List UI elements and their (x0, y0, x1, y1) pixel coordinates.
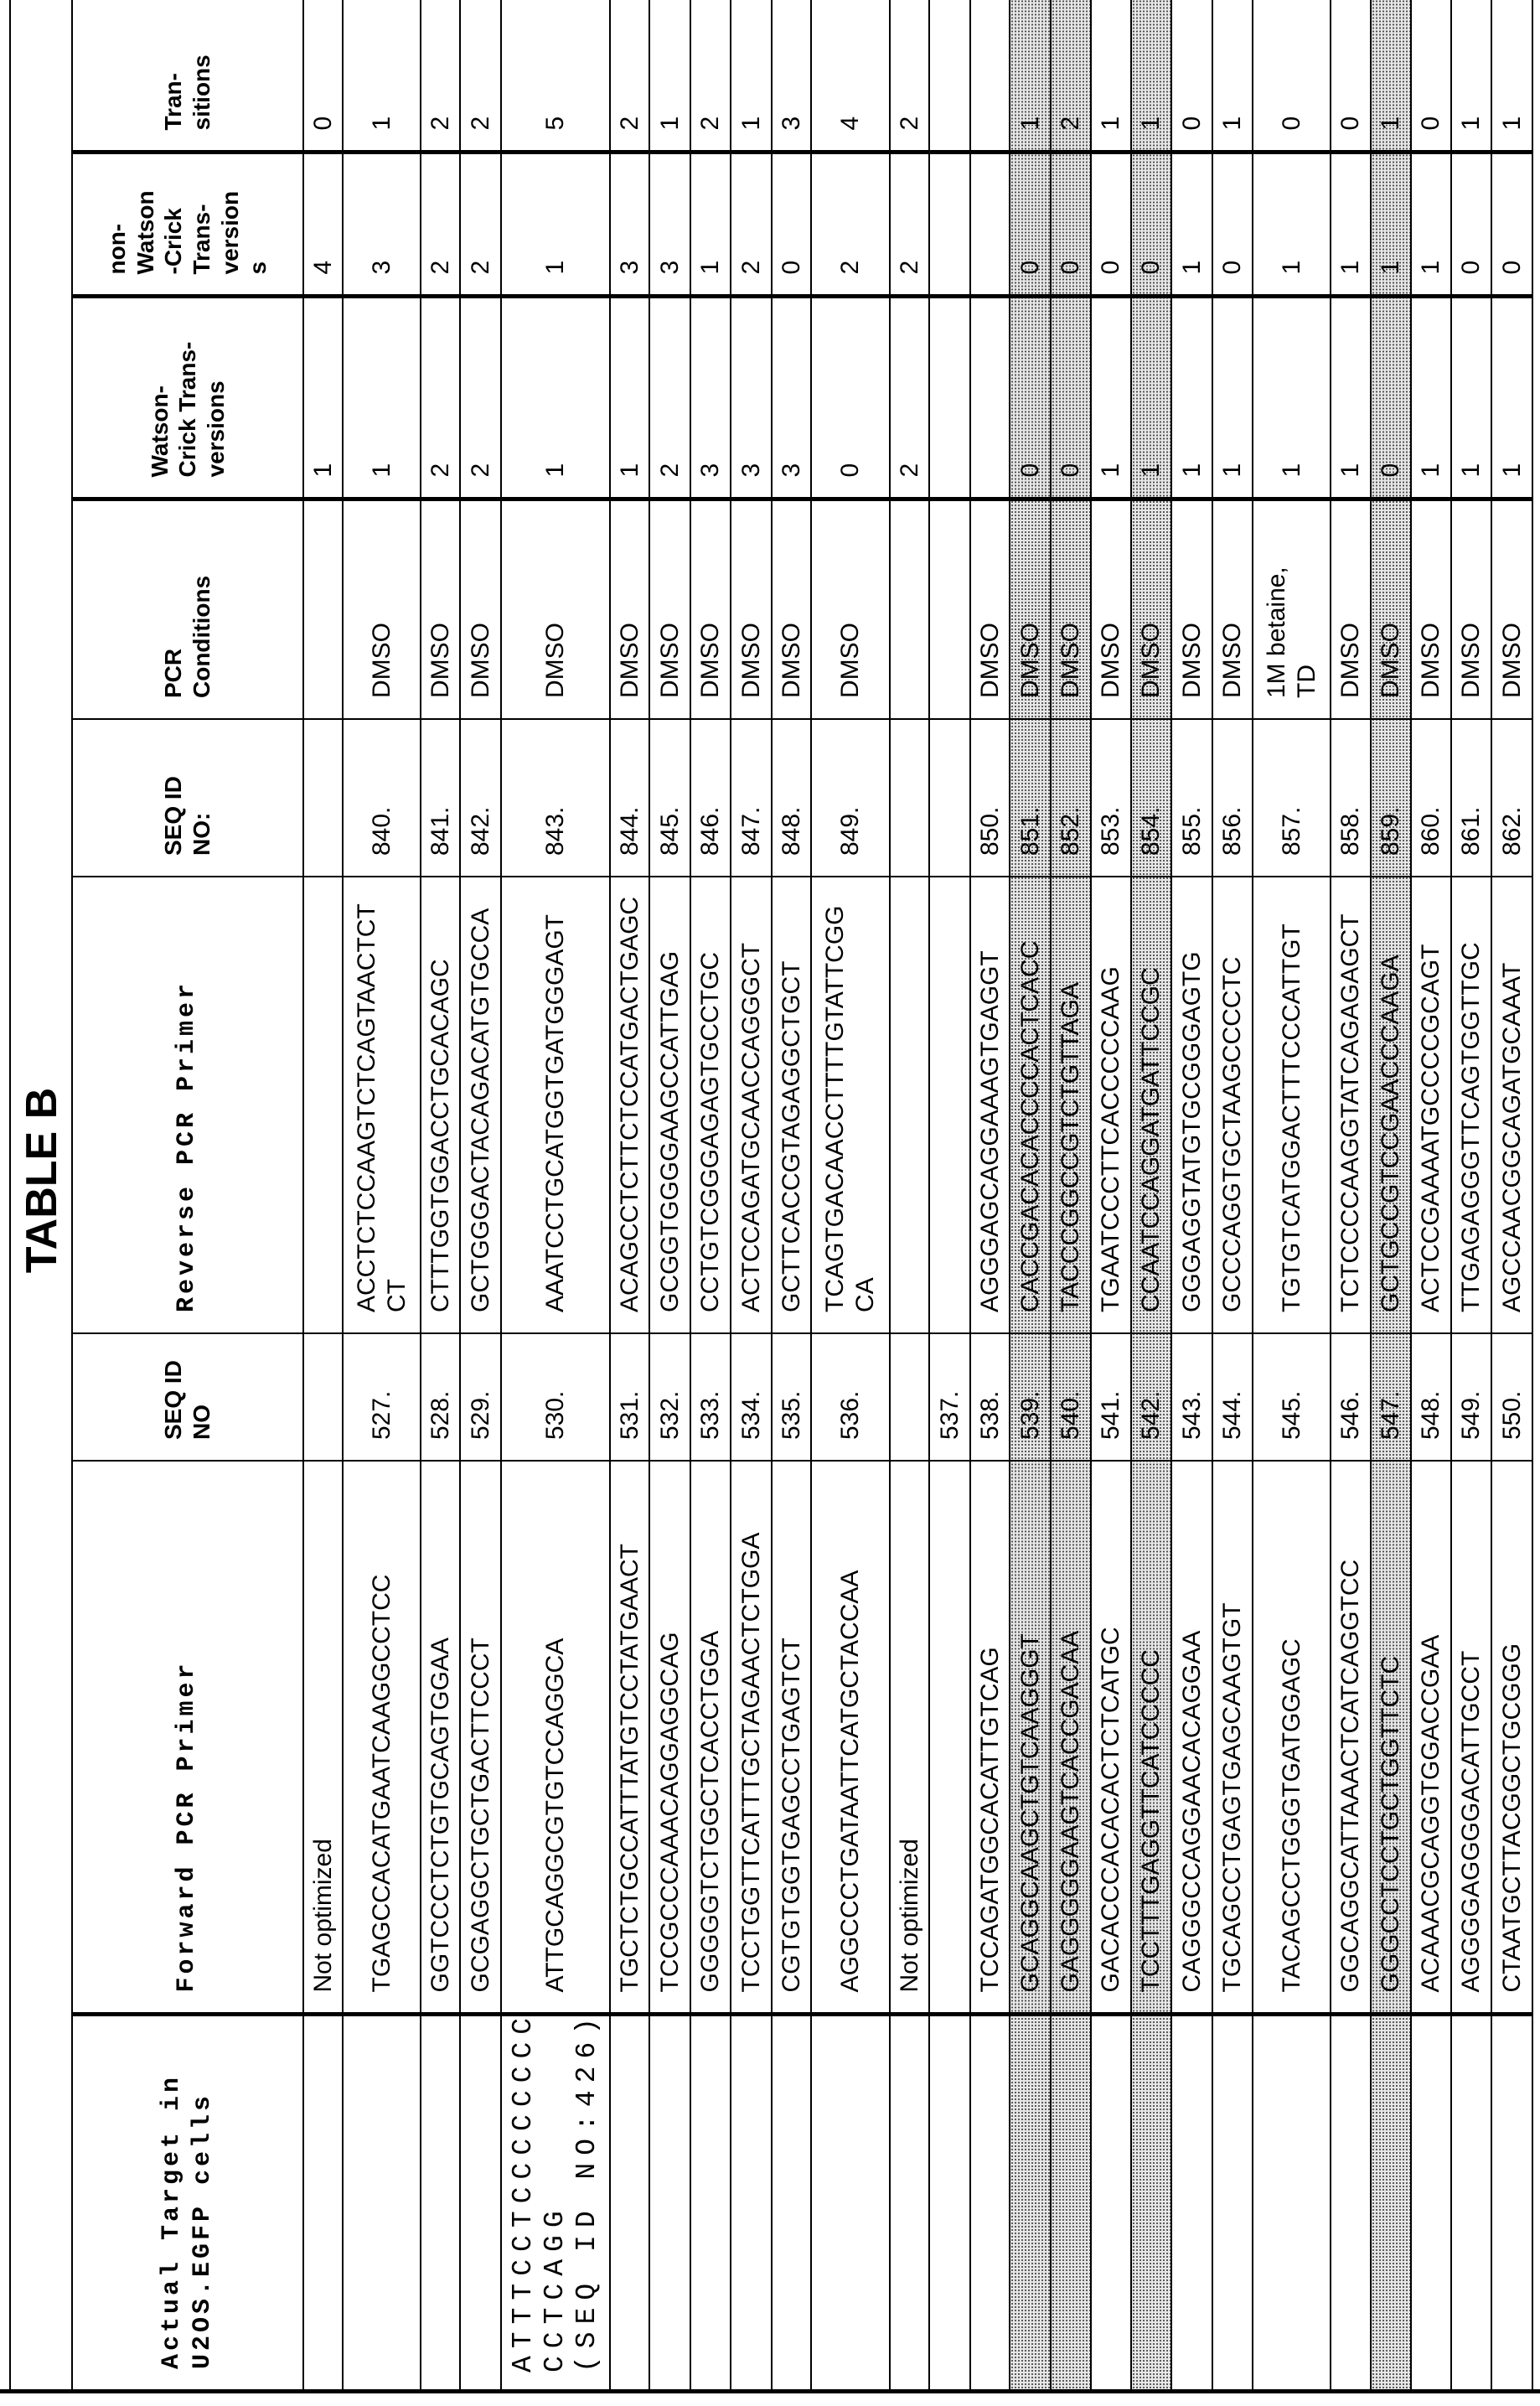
wc-transversions-cell: 3 (772, 297, 811, 499)
header-forward-seq-id: SEQ ID NO (72, 1333, 303, 1461)
nonwc-transversions-cell: 2 (460, 153, 501, 297)
forward-seq-id-cell: 545. (1253, 1333, 1331, 1461)
reverse-seq-id-cell: 857. (1253, 719, 1331, 877)
header-nonwc-transversions: non- Watson -Crick Trans- version s (72, 153, 303, 297)
pcr-conditions-cell: DMSO (1411, 499, 1451, 719)
pcr-conditions-cell: DMSO (421, 499, 460, 719)
reverse-primer-cell: GCTTCACCGTAGAGGCTGCT (772, 877, 811, 1333)
forward-seq-id-cell: 541. (1091, 1333, 1131, 1461)
reverse-seq-id-cell: 852. (1051, 719, 1091, 877)
reverse-seq-id-cell: 844. (610, 719, 649, 877)
wc-transversions-cell: 2 (890, 297, 929, 499)
reverse-primer-cell: ACTCCGAAAATGCCCCGCAGT (1411, 877, 1451, 1333)
actual-target-cell (1171, 2015, 1212, 2390)
actual-target-cell (1051, 2015, 1091, 2390)
nonwc-transversions-cell: 1 (1331, 153, 1371, 297)
reverse-seq-id-cell: 849. (811, 719, 890, 877)
forward-primer-cell: TGAGCCACATGAATCAAGGCCTCC (343, 1461, 421, 2015)
transitions-cell: 1 (1491, 0, 1532, 153)
table-row (501, 0, 610, 2390)
wc-transversions-cell: 3 (690, 297, 731, 499)
table-row (811, 0, 890, 2390)
forward-primer-cell: TCCAGATGGCACATTGTCAG (970, 1461, 1010, 2015)
nonwc-transversions-cell: 2 (731, 153, 772, 297)
header-reverse-primer: Reverse PCR Primer (72, 877, 303, 1333)
reverse-seq-id-cell (890, 719, 929, 877)
actual-target-cell (731, 2015, 772, 2390)
nonwc-transversions-cell: 0 (1091, 153, 1131, 297)
actual-target-cell (811, 2015, 890, 2390)
forward-primer-cell: TCCTTTGAGGTTCATCCCCC (1131, 1461, 1171, 2015)
forward-primer-cell: TCCTGGTTCATTTGCTAGAACTCTGGA (731, 1461, 772, 2015)
nonwc-transversions-cell: 2 (890, 153, 929, 297)
forward-primer-cell: Not optimized (303, 1461, 343, 2015)
transitions-cell: 0 (1171, 0, 1212, 153)
nonwc-transversions-cell: 2 (421, 153, 460, 297)
nonwc-transversions-cell: 1 (1411, 153, 1451, 297)
table-row (1491, 0, 1532, 2390)
header-reverse-seq-id: SEQ ID NO: (72, 719, 303, 877)
pcr-conditions-cell: DMSO (1331, 499, 1371, 719)
nonwc-transversions-cell: 0 (772, 153, 811, 297)
forward-primer-cell: CAGGGCCAGGAACACAGGAA (1171, 1461, 1212, 2015)
pcr-conditions-cell: DMSO (811, 499, 890, 719)
pcr-conditions-cell: DMSO (1091, 499, 1131, 719)
reverse-primer-cell: TGTGTCATGGACTTTCCCATTGT (1253, 877, 1331, 1333)
transitions-cell: 1 (1451, 0, 1491, 153)
reverse-seq-id-cell: 840. (343, 719, 421, 877)
transitions-cell: 2 (460, 0, 501, 153)
table-row (731, 0, 772, 2390)
reverse-primer-cell: CTTTGGTGGACCTGCACAGC (421, 877, 460, 1333)
actual-target-cell (343, 2015, 421, 2390)
reverse-primer-cell: GCGGTGGGGAAGCCATTGAG (649, 877, 690, 1333)
reverse-primer-cell: GCTGGGACTACAGACATGTGCCA (460, 877, 501, 1333)
transitions-cell (929, 0, 970, 153)
table-row (690, 0, 731, 2390)
actual-target-cell (690, 2015, 731, 2390)
reverse-primer-cell: TGAATCCCTTCACCCCCAAG (1091, 877, 1131, 1333)
reverse-seq-id-cell: 846. (690, 719, 731, 877)
nonwc-transversions-cell (970, 153, 1010, 297)
reverse-seq-id-cell: 851. (1010, 719, 1051, 877)
nonwc-transversions-cell: 0 (1010, 153, 1051, 297)
pcr-conditions-cell: DMSO (1051, 499, 1091, 719)
actual-target-cell (929, 2015, 970, 2390)
wc-transversions-cell: 0 (1010, 297, 1051, 499)
forward-seq-id-cell: 547. (1371, 1333, 1411, 1461)
forward-primer-cell: ACAAACGCAGGTGGACCGAA (1411, 1461, 1451, 2015)
forward-primer-cell: TACAGCCTGGGTGATGGAGC (1253, 1461, 1331, 2015)
reverse-primer-cell: AAATCCTGCATGGTGATGGGAGT (501, 877, 610, 1333)
transitions-cell: 2 (421, 0, 460, 153)
reverse-primer-cell: CCAATCCAGGATGATTCCGC (1131, 877, 1171, 1333)
reverse-primer-cell (303, 877, 343, 1333)
transitions-cell: 5 (501, 0, 610, 153)
transitions-cell: 0 (1253, 0, 1331, 153)
table-row (1010, 0, 1051, 2390)
pcr-conditions-cell: DMSO (1451, 499, 1491, 719)
header-actual-target: Actual Target in U2OS.EGFP cells (72, 2015, 303, 2390)
reverse-seq-id-cell (303, 719, 343, 877)
forward-seq-id-cell: 543. (1171, 1333, 1212, 1461)
forward-seq-id-cell: 537. (929, 1333, 970, 1461)
reverse-seq-id-cell: 862. (1491, 719, 1532, 877)
forward-seq-id-cell: 534. (731, 1333, 772, 1461)
transitions-cell: 4 (811, 0, 890, 153)
nonwc-transversions-cell: 3 (610, 153, 649, 297)
reverse-primer-cell (890, 877, 929, 1333)
forward-primer-cell: ATTGCAGGCGTGTCCAGGCA (501, 1461, 610, 2015)
wc-transversions-cell: 0 (811, 297, 890, 499)
reverse-seq-id-cell: 841. (421, 719, 460, 877)
actual-target-cell (303, 2015, 343, 2390)
reverse-primer-cell: TACCCGGCCGTCTGTTAGA (1051, 877, 1091, 1333)
nonwc-transversions-cell: 0 (1491, 153, 1532, 297)
transitions-cell: 2 (890, 0, 929, 153)
nonwc-transversions-cell: 2 (811, 153, 890, 297)
reverse-seq-id-cell: 858. (1331, 719, 1371, 877)
header-pcr-conditions: PCR Conditions (72, 499, 303, 719)
actual-target-cell (970, 2015, 1010, 2390)
reverse-primer-cell: GCTGCCGTCCGAACCCAAGA (1371, 877, 1411, 1333)
pcr-conditions-cell: 1M betaine, TD (1253, 499, 1331, 719)
transitions-cell: 0 (1411, 0, 1451, 153)
reverse-primer-cell: ACCTCTCCAAGTCTCAGTAACTCT CT (343, 877, 421, 1333)
pcr-conditions-cell: DMSO (1371, 499, 1411, 719)
reverse-primer-cell: CACCGACACACCCCACTCACC (1010, 877, 1051, 1333)
table-row (772, 0, 811, 2390)
reverse-primer-cell: AGCCAACGGCAGATGCAAAT (1491, 877, 1532, 1333)
wc-transversions-cell: 2 (649, 297, 690, 499)
forward-primer-cell: TCCGCCCAAACAGGAGGCAG (649, 1461, 690, 2015)
reverse-primer-cell: TCTCCCCAAGGTATCAGAGAGCT (1331, 877, 1371, 1333)
reverse-primer-cell: GGGAGGTATGTGCGGGAGTG (1171, 877, 1212, 1333)
transitions-cell: 1 (649, 0, 690, 153)
nonwc-transversions-cell: 1 (1371, 153, 1411, 297)
transitions-cell: 3 (772, 0, 811, 153)
table-row (1411, 0, 1451, 2390)
pcr-conditions-cell (303, 499, 343, 719)
forward-seq-id-cell: 550. (1491, 1333, 1532, 1461)
reverse-seq-id-cell: 845. (649, 719, 690, 877)
table-row (1131, 0, 1171, 2390)
wc-transversions-cell: 1 (501, 297, 610, 499)
wc-transversions-cell: 1 (1253, 297, 1331, 499)
table-title: TABLE B (15, 0, 69, 2376)
actual-target-cell (1212, 2015, 1253, 2390)
forward-seq-id-cell: 542. (1131, 1333, 1171, 1461)
actual-target-cell (610, 2015, 649, 2390)
table-row (1371, 0, 1411, 2390)
actual-target-cell (1253, 2015, 1331, 2390)
forward-primer-cell: CTAATGCTTACGGCTGCGGG (1491, 1461, 1532, 2015)
transitions-cell: 1 (1091, 0, 1131, 153)
reverse-seq-id-cell: 854. (1131, 719, 1171, 877)
header-wc-transversions: Watson- Crick Trans- versions (72, 297, 303, 499)
table-row (460, 0, 501, 2390)
forward-seq-id-cell: 531. (610, 1333, 649, 1461)
pcr-conditions-cell: DMSO (649, 499, 690, 719)
forward-primer-cell: TGCAGCCTGAGTGAGCAAGTGT (1212, 1461, 1253, 2015)
forward-seq-id-cell: 528. (421, 1333, 460, 1461)
reverse-seq-id-cell: 853. (1091, 719, 1131, 877)
transitions-cell: 1 (1010, 0, 1051, 153)
actual-target-cell (890, 2015, 929, 2390)
transitions-cell (970, 0, 1010, 153)
wc-transversions-cell: 1 (1131, 297, 1171, 499)
forward-seq-id-cell: 527. (343, 1333, 421, 1461)
pcr-conditions-cell: DMSO (501, 499, 610, 719)
transitions-cell: 1 (343, 0, 421, 153)
wc-transversions-cell: 1 (1212, 297, 1253, 499)
reverse-seq-id-cell: 850. (970, 719, 1010, 877)
wc-transversions-cell: 1 (1331, 297, 1371, 499)
actual-target-cell (1451, 2015, 1491, 2390)
reverse-primer-cell (929, 877, 970, 1333)
forward-primer-cell: GGGGGTCTGGCTCACCTGGA (690, 1461, 731, 2015)
table-row (1212, 0, 1253, 2390)
table-row (1253, 0, 1331, 2390)
actual-target-cell (460, 2015, 501, 2390)
pcr-conditions-cell: DMSO (970, 499, 1010, 719)
actual-target-cell (1411, 2015, 1451, 2390)
header-forward-primer: Forward PCR Primer (72, 1461, 303, 2015)
nonwc-transversions-cell: 0 (1131, 153, 1171, 297)
header-row (72, 0, 303, 2390)
pcr-conditions-cell: DMSO (1131, 499, 1171, 719)
reverse-seq-id-cell (929, 719, 970, 877)
forward-primer-cell: CGTGTGGTGAGCCTGAGTCT (772, 1461, 811, 2015)
nonwc-transversions-cell: 3 (343, 153, 421, 297)
wc-transversions-cell: 1 (1451, 297, 1491, 499)
actual-target-cell (1491, 2015, 1532, 2390)
forward-seq-id-cell: 529. (460, 1333, 501, 1461)
reverse-seq-id-cell: 855. (1171, 719, 1212, 877)
table-row (303, 0, 343, 2390)
table-row (890, 0, 929, 2390)
actual-target-cell (1131, 2015, 1171, 2390)
actual-target-cell (649, 2015, 690, 2390)
actual-target-cell (772, 2015, 811, 2390)
table-row (929, 0, 970, 2390)
nonwc-transversions-cell (929, 153, 970, 297)
reverse-seq-id-cell: 848. (772, 719, 811, 877)
forward-primer-cell (929, 1461, 970, 2015)
reverse-primer-cell: ACAGCCTCTTCTCCATGACTGAGC (610, 877, 649, 1333)
pcr-conditions-cell: DMSO (343, 499, 421, 719)
table-row (610, 0, 649, 2390)
wc-transversions-cell: 1 (343, 297, 421, 499)
table-body (303, 0, 1532, 2390)
actual-target-cell (1091, 2015, 1131, 2390)
wc-transversions-cell: 0 (1371, 297, 1411, 499)
transitions-cell: 0 (303, 0, 343, 153)
actual-target-cell (1371, 2015, 1411, 2390)
forward-seq-id-cell: 539. (1010, 1333, 1051, 1461)
pcr-conditions-cell: DMSO (772, 499, 811, 719)
nonwc-transversions-cell: 1 (501, 153, 610, 297)
forward-seq-id-cell: 535. (772, 1333, 811, 1461)
pcr-conditions-cell: DMSO (1212, 499, 1253, 719)
nonwc-transversions-cell: 0 (1051, 153, 1091, 297)
wc-transversions-cell: 2 (421, 297, 460, 499)
pcr-conditions-cell: DMSO (690, 499, 731, 719)
wc-transversions-cell: 1 (1171, 297, 1212, 499)
transitions-cell: 1 (1212, 0, 1253, 153)
page-frame-rule (9, 0, 11, 2391)
nonwc-transversions-cell: 1 (1253, 153, 1331, 297)
reverse-primer-cell: GCCCAGGTGCTAAGCCCCTC (1212, 877, 1253, 1333)
actual-target-cell (421, 2015, 460, 2390)
nonwc-transversions-cell: 0 (1451, 153, 1491, 297)
forward-primer-cell: GGGCCTCCTGCTGGTTCTC (1371, 1461, 1411, 2015)
table-row (1051, 0, 1091, 2390)
forward-primer-cell: Not optimized (890, 1461, 929, 2015)
reverse-primer-cell: AGGGAGCAGGAAAGTGAGGT (970, 877, 1010, 1333)
primer-table (71, 0, 1533, 2391)
reverse-primer-cell: TTGAGAGGGTTCAGTGGTTGC (1451, 877, 1491, 1333)
table-row (649, 0, 690, 2390)
reverse-seq-id-cell: 861. (1451, 719, 1491, 877)
reverse-seq-id-cell: 843. (501, 719, 610, 877)
forward-seq-id-cell (303, 1333, 343, 1461)
wc-transversions-cell: 1 (1411, 297, 1451, 499)
transitions-cell: 2 (1051, 0, 1091, 153)
reverse-primer-cell: CCTGTCGGGAGAGTGCCTGC (690, 877, 731, 1333)
wc-transversions-cell: 3 (731, 297, 772, 499)
forward-primer-cell: GCGAGGCTGCTGACTTCCCT (460, 1461, 501, 2015)
table-row (343, 0, 421, 2390)
nonwc-transversions-cell: 1 (1171, 153, 1212, 297)
header-transitions: Tran- sitions (72, 0, 303, 153)
table-row (970, 0, 1010, 2390)
forward-primer-cell: GACACCCACACACTCTCATGC (1091, 1461, 1131, 2015)
forward-seq-id-cell: 532. (649, 1333, 690, 1461)
wc-transversions-cell (970, 297, 1010, 499)
pcr-conditions-cell: DMSO (610, 499, 649, 719)
reverse-seq-id-cell: 856. (1212, 719, 1253, 877)
actual-target-cell (1010, 2015, 1051, 2390)
transitions-cell: 1 (731, 0, 772, 153)
rotated-table-page (0, 0, 1540, 2406)
forward-primer-cell: GGTCCCTCTGTGCAGTGGAA (421, 1461, 460, 2015)
nonwc-transversions-cell: 0 (1212, 153, 1253, 297)
wc-transversions-cell: 0 (1051, 297, 1091, 499)
reverse-seq-id-cell: 859. (1371, 719, 1411, 877)
transitions-cell: 0 (1331, 0, 1371, 153)
forward-primer-cell: AGGGGAGGGGACATTGCCT (1451, 1461, 1491, 2015)
reverse-seq-id-cell: 860. (1411, 719, 1451, 877)
pcr-conditions-cell: DMSO (1010, 499, 1051, 719)
wc-transversions-cell: 1 (303, 297, 343, 499)
pcr-conditions-cell: DMSO (1171, 499, 1212, 719)
table-row (421, 0, 460, 2390)
actual-target-cell (1331, 2015, 1371, 2390)
nonwc-transversions-cell: 3 (649, 153, 690, 297)
reverse-primer-cell: ACTCCAGATGCAACCAGGGCT (731, 877, 772, 1333)
forward-seq-id-cell: 536. (811, 1333, 890, 1461)
table-row (1451, 0, 1491, 2390)
wc-transversions-cell: 1 (1491, 297, 1532, 499)
nonwc-transversions-cell: 4 (303, 153, 343, 297)
transitions-cell: 2 (690, 0, 731, 153)
forward-seq-id-cell: 548. (1411, 1333, 1451, 1461)
forward-primer-cell: AGGCCCTGATAATTCATGCTACCAA (811, 1461, 890, 2015)
wc-transversions-cell: 2 (460, 297, 501, 499)
wc-transversions-cell: 1 (610, 297, 649, 499)
reverse-seq-id-cell: 842. (460, 719, 501, 877)
reverse-seq-id-cell: 847. (731, 719, 772, 877)
forward-seq-id-cell: 530. (501, 1333, 610, 1461)
forward-seq-id-cell: 546. (1331, 1333, 1371, 1461)
pcr-conditions-cell: DMSO (1491, 499, 1532, 719)
table-row (1171, 0, 1212, 2390)
forward-primer-cell: GGCAGGCATTAAACTCATCAGGTCC (1331, 1461, 1371, 2015)
pcr-conditions-cell: DMSO (460, 499, 501, 719)
pcr-conditions-cell (929, 499, 970, 719)
actual-target-cell: ATTTCCTCCCCCCCC- CCTCAGG (SEQ ID NO:426) (501, 2015, 610, 2390)
nonwc-transversions-cell: 1 (690, 153, 731, 297)
pcr-conditions-cell: DMSO (731, 499, 772, 719)
wc-transversions-cell (929, 297, 970, 499)
forward-seq-id-cell (890, 1333, 929, 1461)
table-row (1331, 0, 1371, 2390)
forward-seq-id-cell: 544. (1212, 1333, 1253, 1461)
transitions-cell: 1 (1131, 0, 1171, 153)
transitions-cell: 2 (610, 0, 649, 153)
forward-seq-id-cell: 533. (690, 1333, 731, 1461)
forward-seq-id-cell: 540. (1051, 1333, 1091, 1461)
forward-primer-cell: GCAGGCAAGCTGTCAAGGGT (1010, 1461, 1051, 2015)
table-row (1091, 0, 1131, 2390)
forward-seq-id-cell: 549. (1451, 1333, 1491, 1461)
wc-transversions-cell: 1 (1091, 297, 1131, 499)
forward-seq-id-cell: 538. (970, 1333, 1010, 1461)
forward-primer-cell: GAGGGGGAAGTCACCGACAA (1051, 1461, 1091, 2015)
reverse-primer-cell: TCAGTGACAACCTTTTGTATTCGG CA (811, 877, 890, 1333)
forward-primer-cell: TGCTCTGCCATTTATGTCCTATGAACT (610, 1461, 649, 2015)
pcr-conditions-cell (890, 499, 929, 719)
transitions-cell: 1 (1371, 0, 1411, 153)
